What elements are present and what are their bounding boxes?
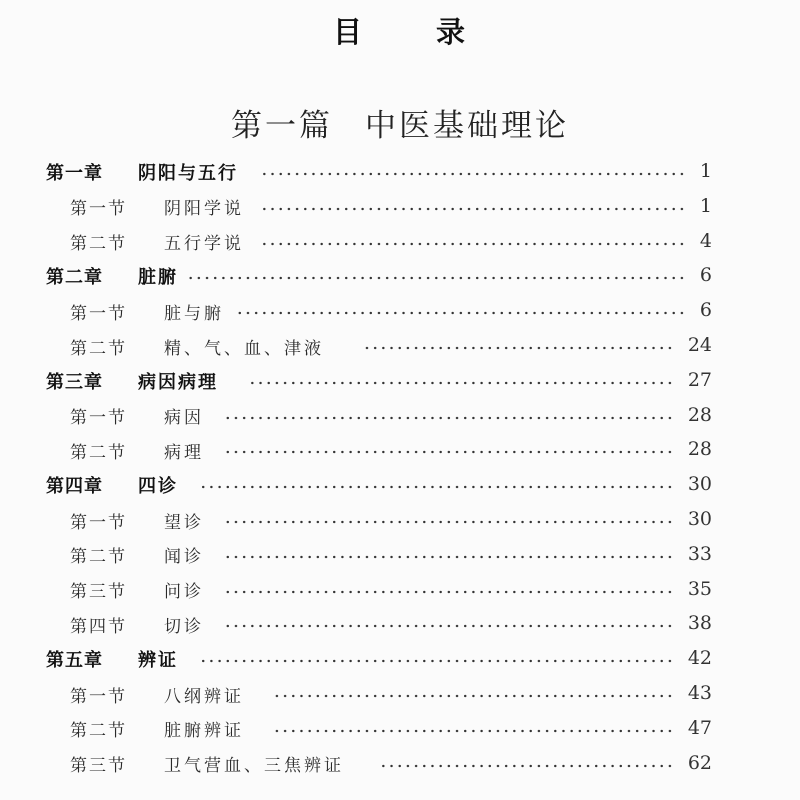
toc-section-entry[interactable] <box>0 227 800 257</box>
page-number: 1 <box>699 194 712 217</box>
section-title: 切诊 <box>164 616 204 637</box>
entry-label <box>70 229 244 254</box>
dot-leader <box>222 450 674 454</box>
dot-leader <box>258 172 686 176</box>
section-title: 脏腑辨证 <box>164 721 244 742</box>
toc-section-entry[interactable] <box>0 401 800 431</box>
chapter-number: 第三章 <box>46 371 103 393</box>
dot-leader <box>248 381 674 385</box>
dot-leader <box>272 694 674 698</box>
toc-section-entry[interactable] <box>0 296 800 326</box>
page-number: 35 <box>687 577 712 600</box>
dot-leader <box>222 590 674 594</box>
entry-label <box>70 542 204 567</box>
dot-leader <box>258 207 686 211</box>
entry-label <box>70 194 244 219</box>
chapter-number: 第四章 <box>46 476 103 498</box>
entry-label <box>70 716 244 741</box>
toc-section-entry[interactable] <box>0 714 800 744</box>
toc-section-entry[interactable] <box>0 749 800 779</box>
section-title: 病因 <box>164 408 204 429</box>
toc-chapter-entry[interactable] <box>0 366 800 396</box>
toc-chapter-entry[interactable] <box>0 157 800 187</box>
entry-label <box>70 334 324 359</box>
chapter-number: 第五章 <box>46 650 103 672</box>
section-title: 病理 <box>164 442 204 463</box>
entry-label <box>46 159 238 185</box>
dot-leader <box>258 242 686 246</box>
dot-leader <box>272 729 674 733</box>
section-number: 第二节 <box>70 234 127 255</box>
page-number: 4 <box>699 229 712 252</box>
section-number: 第一节 <box>70 199 127 220</box>
section-number: 第二节 <box>70 547 127 568</box>
page-number: 27 <box>687 368 712 391</box>
section-title: 问诊 <box>164 582 204 603</box>
section-title: 五行学说 <box>164 234 244 255</box>
dot-leader <box>200 485 674 489</box>
entry-label <box>46 263 178 289</box>
section-title: 闻诊 <box>164 547 204 568</box>
section-number: 第二节 <box>70 721 127 742</box>
dot-leader <box>222 520 674 524</box>
entry-label <box>70 438 204 463</box>
toc-section-entry[interactable] <box>0 540 800 570</box>
entry-label <box>70 508 204 533</box>
page-number: 42 <box>687 647 712 670</box>
page-number: 30 <box>687 473 712 496</box>
section-title: 精、气、血、津液 <box>164 338 324 359</box>
page-number: 6 <box>699 264 712 287</box>
toc-chapter-entry[interactable] <box>0 470 800 500</box>
part-heading <box>0 100 800 145</box>
section-title: 卫气营血、三焦辨证 <box>164 756 344 777</box>
toc-heading-right: 录 <box>436 15 468 49</box>
toc-section-entry[interactable] <box>0 505 800 535</box>
chapter-title: 辨证 <box>138 650 178 672</box>
section-title: 望诊 <box>164 512 204 533</box>
toc-section-entry[interactable] <box>0 331 800 361</box>
chapter-title: 四诊 <box>138 476 178 498</box>
chapter-title: 脏腑 <box>138 267 178 289</box>
section-number: 第一节 <box>70 303 127 324</box>
dot-leader <box>234 311 686 315</box>
page-number: 43 <box>687 682 712 704</box>
chapter-number: 第一章 <box>46 163 103 184</box>
entry-label <box>46 368 218 394</box>
dot-leader <box>222 624 674 628</box>
part-number: 第一篇 <box>231 108 333 144</box>
page-number: 62 <box>687 751 712 774</box>
page-number: 38 <box>687 612 712 635</box>
section-number: 第二节 <box>70 338 127 359</box>
toc-heading-left: 目 <box>332 15 364 49</box>
dot-leader <box>380 764 674 768</box>
section-number: 第一节 <box>70 686 127 707</box>
part-title: 中医基础理论 <box>365 108 569 144</box>
section-title: 脏与腑 <box>164 303 224 324</box>
page-number: 1 <box>699 160 712 182</box>
section-number: 第一节 <box>70 408 127 429</box>
page-number: 47 <box>687 716 712 739</box>
entry-label <box>70 612 204 637</box>
chapter-title: 病因病理 <box>138 371 218 393</box>
page-number: 33 <box>687 542 712 565</box>
section-number: 第二节 <box>70 442 127 463</box>
page-number: 6 <box>699 299 712 322</box>
toc-section-entry[interactable] <box>0 435 800 465</box>
page-number: 30 <box>687 508 712 530</box>
dot-leader <box>360 346 674 350</box>
toc-section-entry[interactable] <box>0 575 800 605</box>
page-number: 28 <box>687 403 712 426</box>
section-title: 八纲辨证 <box>164 686 244 707</box>
toc-section-entry[interactable] <box>0 192 800 222</box>
section-number: 第四节 <box>70 616 127 637</box>
entry-label <box>46 472 178 498</box>
toc-heading <box>0 10 800 51</box>
entry-label <box>70 751 344 776</box>
chapter-number: 第二章 <box>46 267 103 289</box>
dot-leader <box>222 555 674 559</box>
toc-chapter-entry[interactable] <box>0 261 800 291</box>
toc-chapter-entry[interactable] <box>0 644 800 674</box>
dot-leader <box>200 659 674 663</box>
entry-label <box>70 682 244 707</box>
dot-leader <box>222 416 674 420</box>
dot-leader <box>186 276 686 280</box>
page-number: 28 <box>687 438 712 461</box>
section-number: 第一节 <box>70 512 127 533</box>
page-number: 24 <box>687 334 712 356</box>
chapter-title: 阴阳与五行 <box>138 163 238 184</box>
entry-label <box>70 299 224 324</box>
entry-label <box>70 577 204 602</box>
toc-section-entry[interactable] <box>0 609 800 639</box>
section-number: 第三节 <box>70 756 127 777</box>
entry-label <box>46 646 178 672</box>
section-number: 第三节 <box>70 582 127 603</box>
entry-label <box>70 403 204 428</box>
section-title: 阴阳学说 <box>164 199 244 220</box>
toc-section-entry[interactable] <box>0 679 800 709</box>
